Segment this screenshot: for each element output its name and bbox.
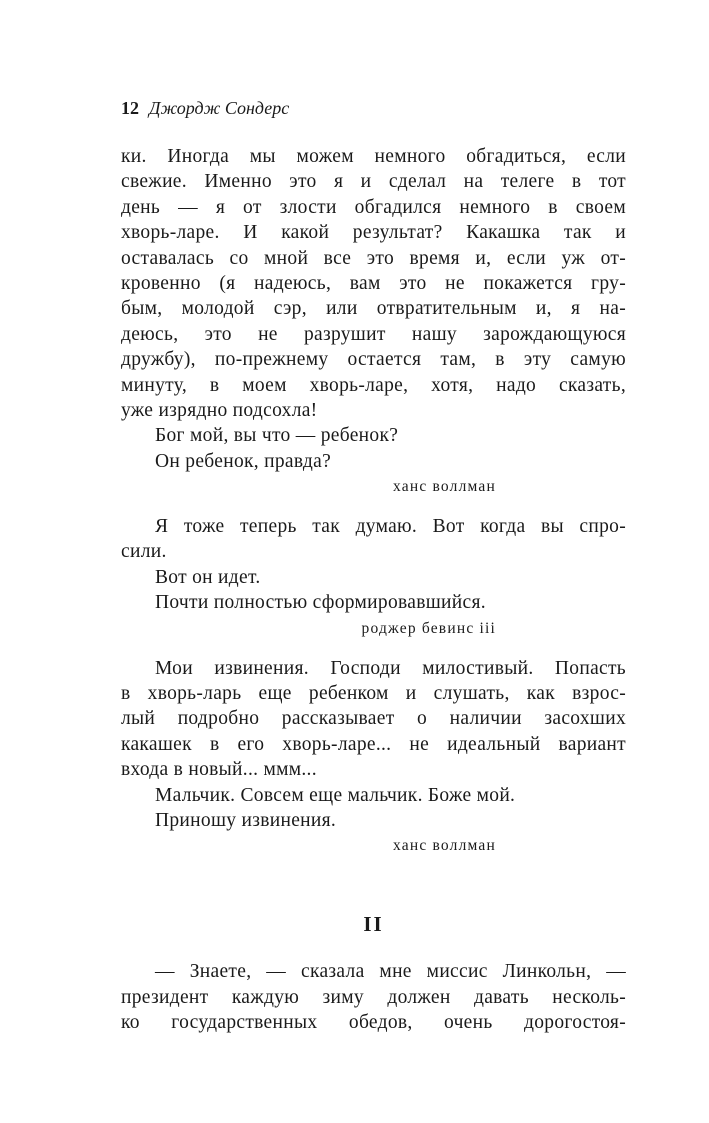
text-line: Бог мой, вы что — ребенок? xyxy=(155,425,399,447)
text-line: входа в новый... ммм... xyxy=(121,759,317,781)
text-line: Приношу извинения. xyxy=(155,809,337,831)
running-header xyxy=(121,96,289,120)
text-line: кровенно (я надеюсь, вам это не покажется гру- xyxy=(121,272,626,294)
page-number: 12 xyxy=(121,98,139,118)
chapter-paragraph xyxy=(121,959,626,1035)
text-body xyxy=(121,144,626,1036)
monologue-block xyxy=(121,144,626,500)
text-line: дружбу), по-прежнему остается там, в эту самую xyxy=(121,349,626,371)
text-line: ко государственных обедов, очень дорогостоя- xyxy=(121,1012,626,1034)
text-line: минуту, в моем хворь-ларе, хотя, надо сказать, xyxy=(121,374,626,396)
text-line: — Знаете, — сказала мне миссис Линкольн, — xyxy=(155,961,626,983)
text-line: бым, молодой сэр, или отвратительным и, я на- xyxy=(121,298,626,320)
text-line: лый подробно рассказывает о наличии засохших xyxy=(121,708,626,730)
running-header-author: Джордж Сондерс xyxy=(149,98,290,118)
monologue-block xyxy=(121,514,626,642)
text-line: оставалась со мной все это время и, если уж от- xyxy=(121,247,626,269)
chapter-heading: II xyxy=(363,912,384,937)
monologue-block xyxy=(121,656,626,860)
speaker-signature: ханс воллман xyxy=(393,478,496,496)
text-line: какашек в его хворь-ларе... не идеальный вариант xyxy=(121,733,626,755)
text-line: в хворь-ларь еще ребенком и слушать, как взрос- xyxy=(121,683,626,705)
text-line: свежие. Именно это я и сделал на телеге в тот xyxy=(121,171,626,193)
text-line: Я тоже теперь так думаю. Вот когда вы спро- xyxy=(155,516,626,538)
text-line: ки. Иногда мы можем немного обгадиться, если xyxy=(121,146,626,167)
text-line: день — я от злости обгадился немного в своем xyxy=(121,196,626,218)
text-line: Он ребенок, правда? xyxy=(155,450,332,472)
text-line: Почти полностью сформировавшийся. xyxy=(155,592,486,614)
text-line: сили. xyxy=(121,541,167,563)
text-line: Вот он идет. xyxy=(155,566,261,588)
text-line: хворь-ларе. И какой результат? Какашка так и xyxy=(121,222,626,244)
text-line: Мои извинения. Господи милостивый. Попасть xyxy=(155,657,626,679)
text-line: Мальчик. Совсем еще мальчик. Боже мой. xyxy=(155,784,516,806)
text-line: деюсь, это не разрушит нашу зарождающуюся xyxy=(121,323,626,345)
speaker-signature: ханс воллман xyxy=(393,837,496,855)
text-line: президент каждую зиму должен давать несколь- xyxy=(121,986,626,1008)
speaker-signature: роджер бевинс iii xyxy=(361,619,496,637)
text-line: уже изрядно подсохла! xyxy=(121,399,318,421)
